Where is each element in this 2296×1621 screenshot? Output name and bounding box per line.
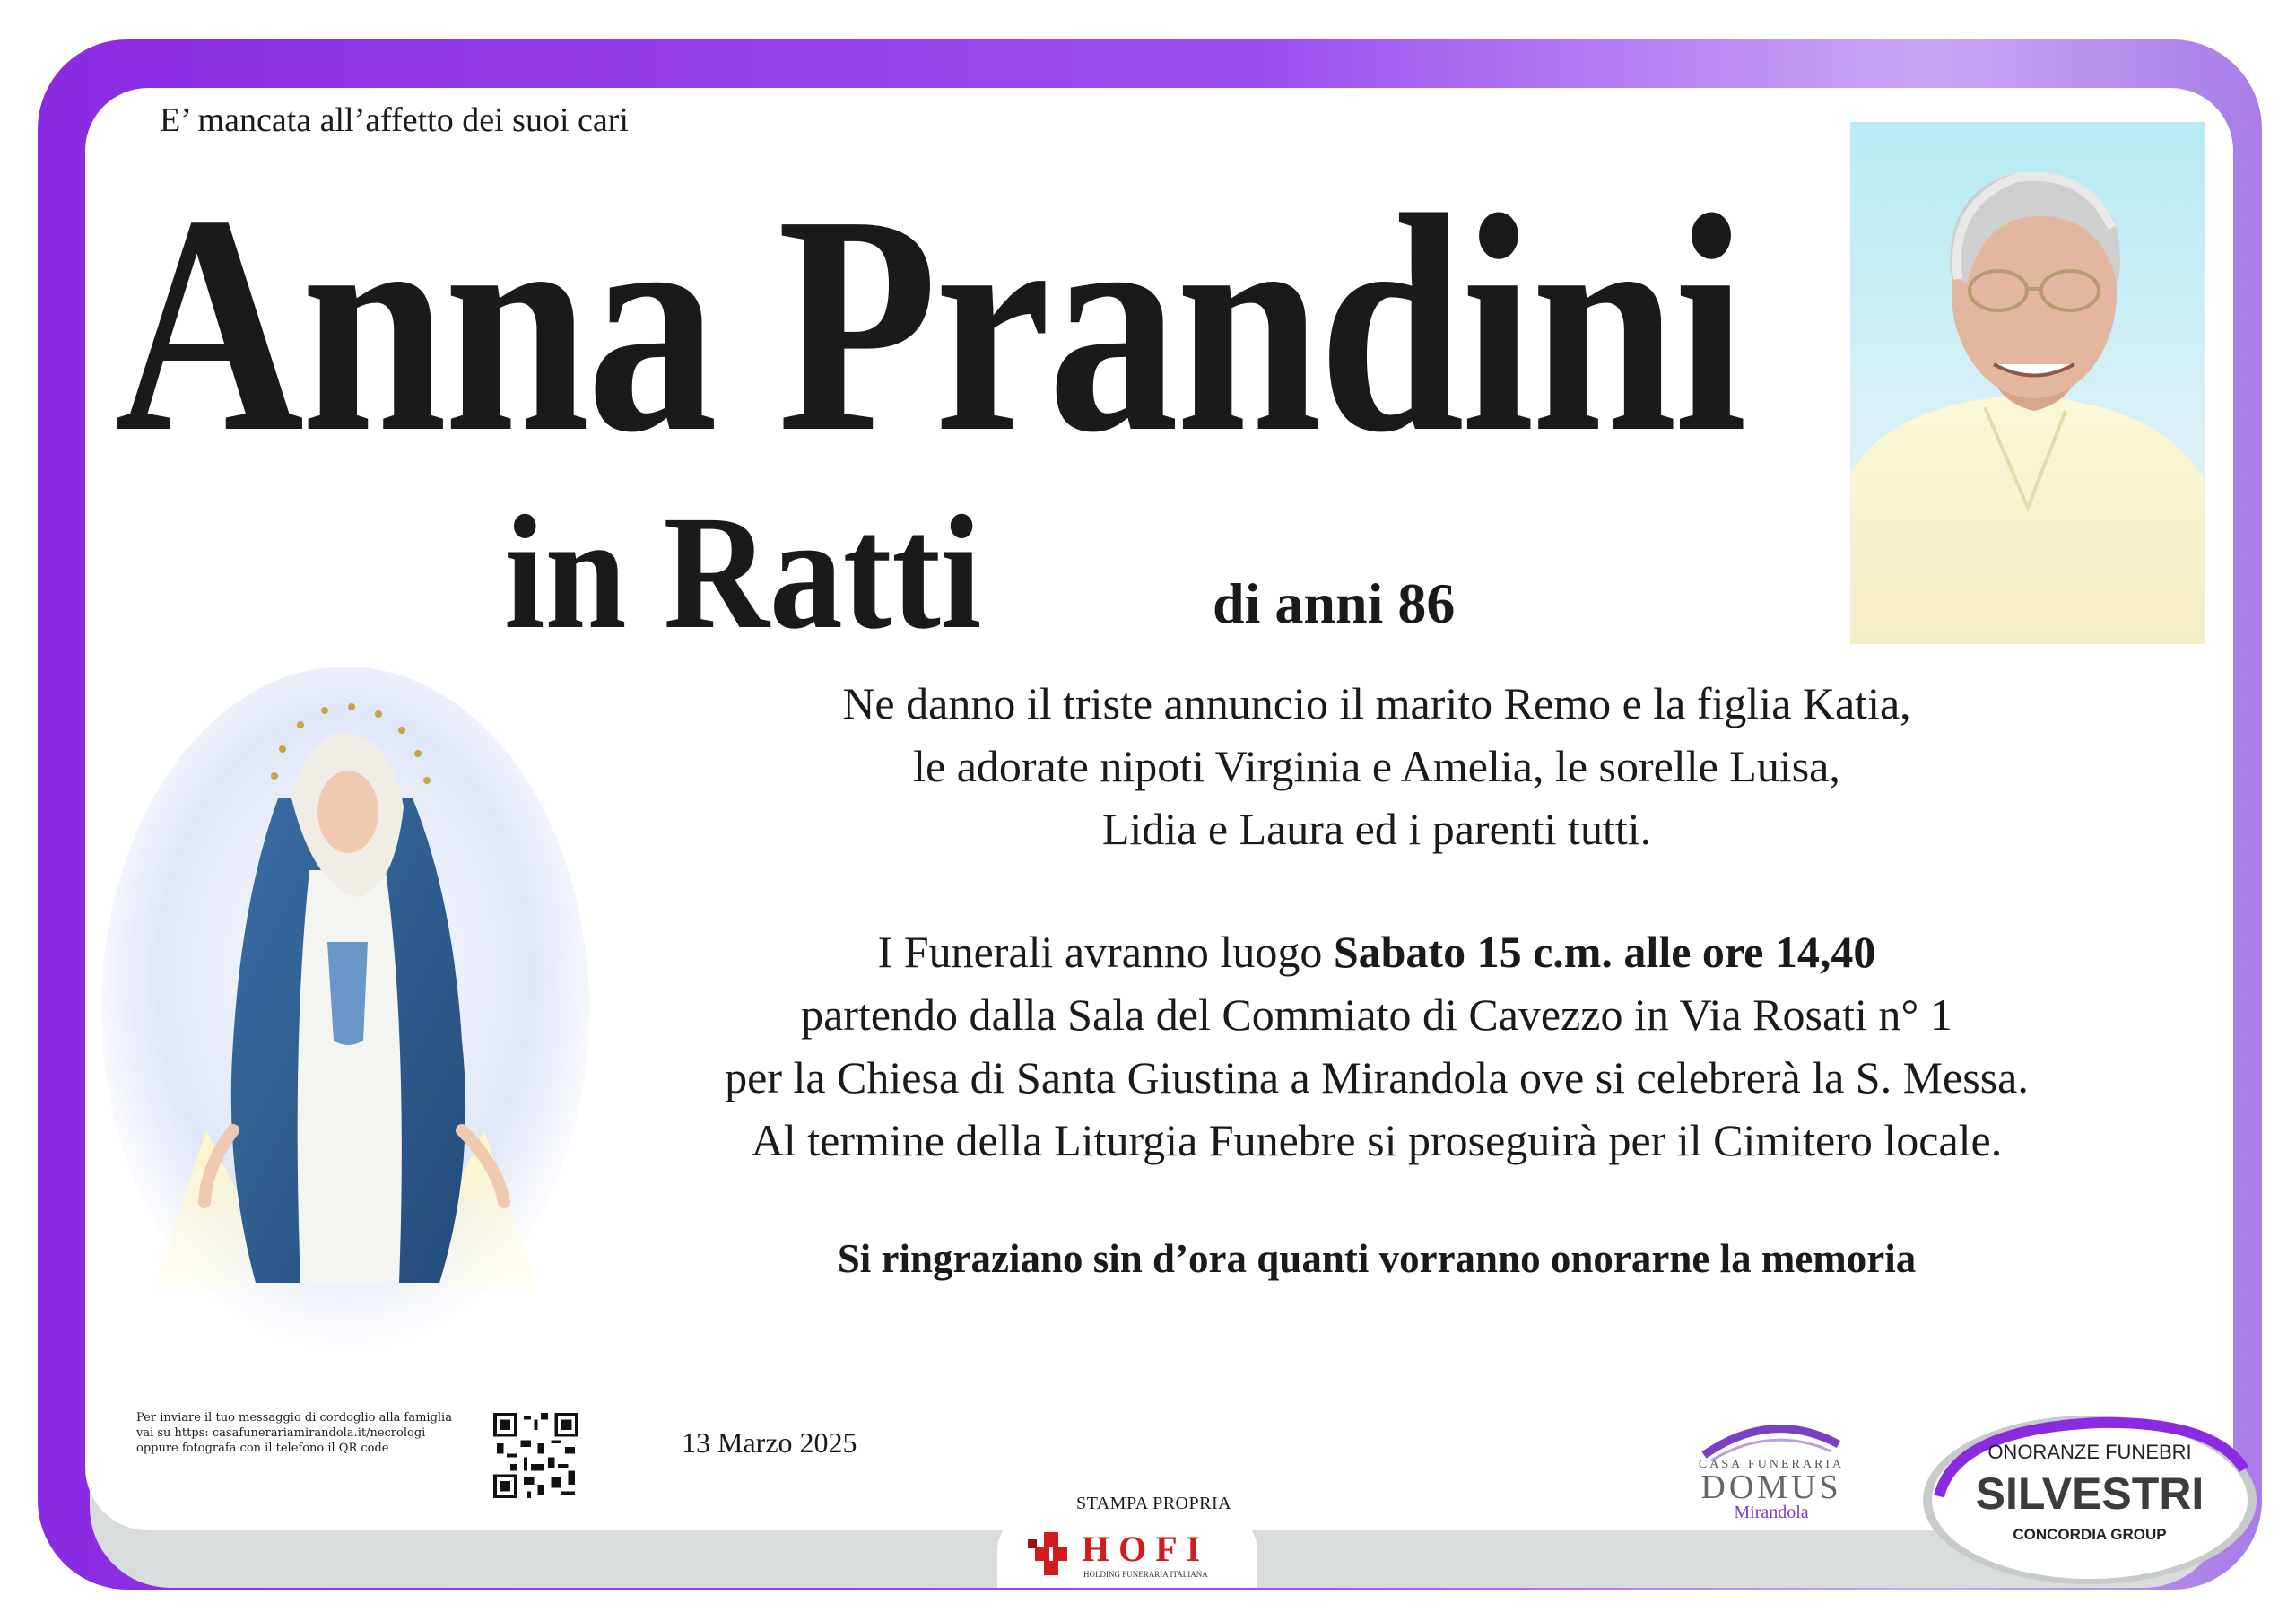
funeral-line-2: partendo dalla Sala del Commiato di Cavezzo in Via Rosati n° 1 (801, 989, 1952, 1040)
condolence-line: vai su https: casafunerariamirandola.it/necrologi (136, 1426, 426, 1440)
silvestri-bottom: CONCORDIA GROUP (2013, 1526, 2167, 1543)
condolence-line: Per inviare il tuo messaggio di cordoglio alla famiglia (136, 1411, 452, 1425)
announcement-line: Lidia e Laura ed i parenti tutti. (1101, 804, 1652, 854)
domus-logo (1668, 1408, 1874, 1525)
funeral-datetime: Sabato 15 c.m. alle ore 14,40 (1333, 927, 1876, 977)
condolence-note (136, 1410, 452, 1456)
publication-date: 13 Marzo 2025 (682, 1426, 857, 1459)
madonna-image (99, 664, 592, 1355)
condolence-line: oppure fotografa con il telefono il QR code (136, 1442, 389, 1455)
domus-arc-icon (1704, 1429, 1839, 1455)
domus-name: DOMUS (1700, 1468, 1842, 1506)
deceased-name: Anna Prandini (115, 152, 1744, 497)
silvestri-logo (1919, 1407, 2260, 1586)
funeral-line-4: Al termine della Liturgia Funebre si proseguirà per il Cimitero locale. (751, 1115, 2003, 1165)
hofi-cubes-icon (1028, 1532, 1067, 1575)
silvestri-name: SILVESTRI (1975, 1468, 2205, 1519)
funeral-details (592, 920, 2161, 1172)
announcement-text (592, 672, 2161, 860)
domus-top: CASA FUNERARIA (1698, 1458, 1845, 1471)
intro-line: E’ mancata all’affetto dei suoi cari (160, 101, 629, 139)
silvestri-top: ONORANZE FUNEBRI (1987, 1441, 2192, 1463)
age-label: di anni 86 (1213, 571, 1456, 635)
married-name: in Ratti (504, 483, 982, 663)
funeral-line-3: per la Chiesa di Santa Giustina a Mirandola ove si celebrerà la S. Messa. (725, 1052, 2029, 1102)
qr-code[interactable] (493, 1413, 578, 1498)
portrait-photo (1850, 122, 2205, 644)
thanks-line: Si ringraziano sin d’ora quanti vorranno onorarne la memoria (837, 1236, 1917, 1281)
announcement-line: Ne danno il triste annuncio il marito Remo e la figlia Katia, (842, 678, 1911, 728)
domus-city: Mirandola (1734, 1503, 1809, 1522)
announcement-line: le adorate nipoti Virginia e Amelia, le sorelle Luisa, (913, 741, 1840, 791)
funeral-line-1 (592, 920, 2161, 983)
stampa-label: STAMPA PROPRIA (1076, 1494, 1232, 1513)
hofi-tagline: HOLDING FUNERARIA ITALIANA (1083, 1570, 1208, 1579)
funeral-intro: I Funerali avranno luogo (877, 927, 1334, 977)
hofi-badge (997, 1514, 1257, 1588)
hofi-name: HOFI (1082, 1529, 1210, 1569)
